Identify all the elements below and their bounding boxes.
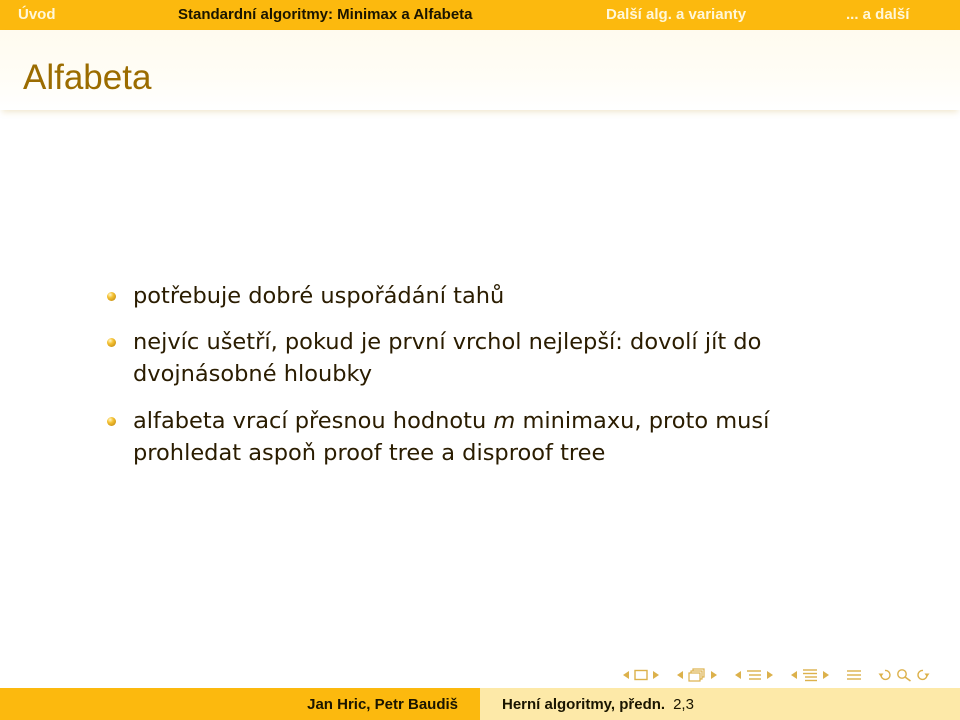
bullet-text-line-1: nejvíc ušetří, pokud je první vrchol nejlepší: dovolí jít do <box>133 329 762 355</box>
next-arrow-icon[interactable] <box>710 670 718 680</box>
footer-page-number: 2,3 <box>673 695 694 713</box>
prev-arrow-icon[interactable] <box>622 670 630 680</box>
bullet-icon <box>107 338 116 347</box>
bullet-text-post: minimaxu, proto musí <box>515 408 770 434</box>
bullet-text-pre: alfabeta vrací přesnou hodnotu <box>133 408 494 434</box>
bullet-text: potřebuje dobré uspořádání tahů <box>133 283 505 309</box>
footer-course-box <box>480 688 960 720</box>
bullet-icon <box>107 417 116 426</box>
frame-icon[interactable] <box>634 669 648 681</box>
nav-group-section <box>788 668 832 682</box>
bullet-icon <box>107 292 116 301</box>
section-navigation-bar <box>0 0 960 30</box>
slides-stack-icon[interactable] <box>688 668 706 682</box>
nav-section-a-dalsi[interactable]: ... a další <box>846 6 910 23</box>
nav-section-uvod[interactable]: Úvod <box>18 6 56 23</box>
subsection-icon[interactable] <box>746 668 762 682</box>
next-arrow-icon[interactable] <box>652 670 660 680</box>
nav-group-search <box>876 668 932 682</box>
bullet-item-3 <box>133 405 813 469</box>
bullet-text-line-2: prohledat aspoň proof tree a disproof tree <box>133 440 606 466</box>
footer-authors-box <box>0 688 480 720</box>
nav-section-dalsi-alg[interactable]: Další alg. a varianty <box>606 6 747 23</box>
bullet-item-2 <box>133 326 813 390</box>
nav-section-standardni-algoritmy[interactable]: Standardní algoritmy: Minimax a Alfabeta <box>178 6 473 23</box>
search-icon[interactable] <box>896 668 912 682</box>
bullet-item-1 <box>133 280 813 312</box>
next-arrow-icon[interactable] <box>822 670 830 680</box>
prev-arrow-icon[interactable] <box>790 670 798 680</box>
nav-group-subsection <box>732 668 776 682</box>
next-arrow-icon[interactable] <box>766 670 774 680</box>
beamer-navigation-symbols <box>620 664 944 686</box>
nav-group-document <box>844 668 864 682</box>
prev-arrow-icon[interactable] <box>676 670 684 680</box>
nav-group-frame <box>620 669 662 681</box>
bullet-text-line-1 <box>133 405 813 437</box>
math-variable-m: m <box>493 408 516 434</box>
bullet-text-line-2: dvojnásobné hloubky <box>133 361 373 387</box>
prev-arrow-icon[interactable] <box>734 670 742 680</box>
footer-authors: Jan Hric, Petr Baudiš <box>307 695 458 713</box>
document-icon[interactable] <box>846 668 862 682</box>
nav-group-slides <box>674 668 720 682</box>
redo-arrow-icon[interactable] <box>916 668 930 682</box>
footer-course: Herní algoritmy, předn. <box>502 695 666 713</box>
frame-title: Alfabeta <box>23 58 152 97</box>
slide-footer <box>0 688 960 720</box>
section-icon[interactable] <box>802 668 818 682</box>
undo-arrow-icon[interactable] <box>878 668 892 682</box>
